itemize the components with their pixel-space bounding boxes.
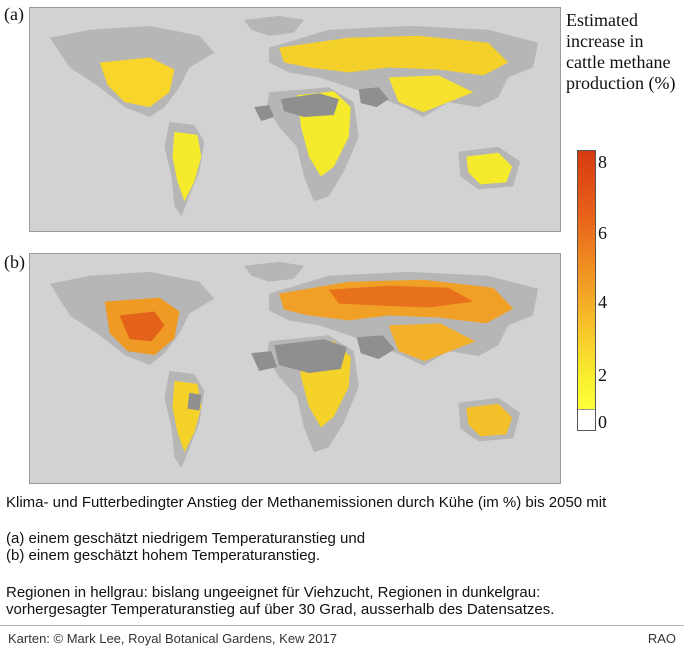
map-a-svg xyxy=(30,8,560,231)
panel-b-label: (b) xyxy=(4,252,25,272)
caption-regions-light: Regionen in hellgrau: bislang ungeeignet für Viehzucht, Regionen in dunkelgrau: xyxy=(6,584,541,601)
footer-credit: Karten: © Mark Lee, Royal Botanical Gardens, Kew 2017 xyxy=(8,631,337,646)
legend-color-bar xyxy=(577,150,596,431)
legend-tick-6: 6 xyxy=(598,223,607,243)
caption-scenario-a: (a) einem geschätzt niedrigem Temperaturanstieg und xyxy=(6,530,366,547)
map-b-svg xyxy=(30,254,560,483)
legend-tick-2: 2 xyxy=(598,365,607,385)
footer-brand: RAO xyxy=(647,631,676,646)
panel-a-label: (a) xyxy=(4,4,24,24)
caption-scenario-b: (b) einem geschätzt hohem Temperaturanstieg. xyxy=(6,547,321,564)
legend-title xyxy=(566,10,681,94)
legend-title-line: cattle methane xyxy=(566,52,671,72)
legend-zero-swatch xyxy=(578,409,595,430)
legend-gradient xyxy=(578,151,595,409)
legend-title-line: increase in xyxy=(566,31,644,51)
caption-regions-dark: vorhergesagter Temperaturanstieg auf über 30 Grad, ausserhalb des Datensatzes. xyxy=(6,601,555,618)
legend-title-line: production (%) xyxy=(566,73,676,93)
footer-divider xyxy=(0,625,684,626)
legend-tick-8: 8 xyxy=(598,152,607,172)
caption-title: Klima- und Futterbedingter Anstieg der Methanemissionen durch Kühe (im %) bis 2050 mit xyxy=(6,494,607,511)
legend-tick-4: 4 xyxy=(598,292,607,312)
legend-title-line: Estimated xyxy=(566,10,638,30)
world-map-low-warming xyxy=(29,7,561,232)
world-map-high-warming xyxy=(29,253,561,484)
legend-tick-0: 0 xyxy=(598,412,607,432)
